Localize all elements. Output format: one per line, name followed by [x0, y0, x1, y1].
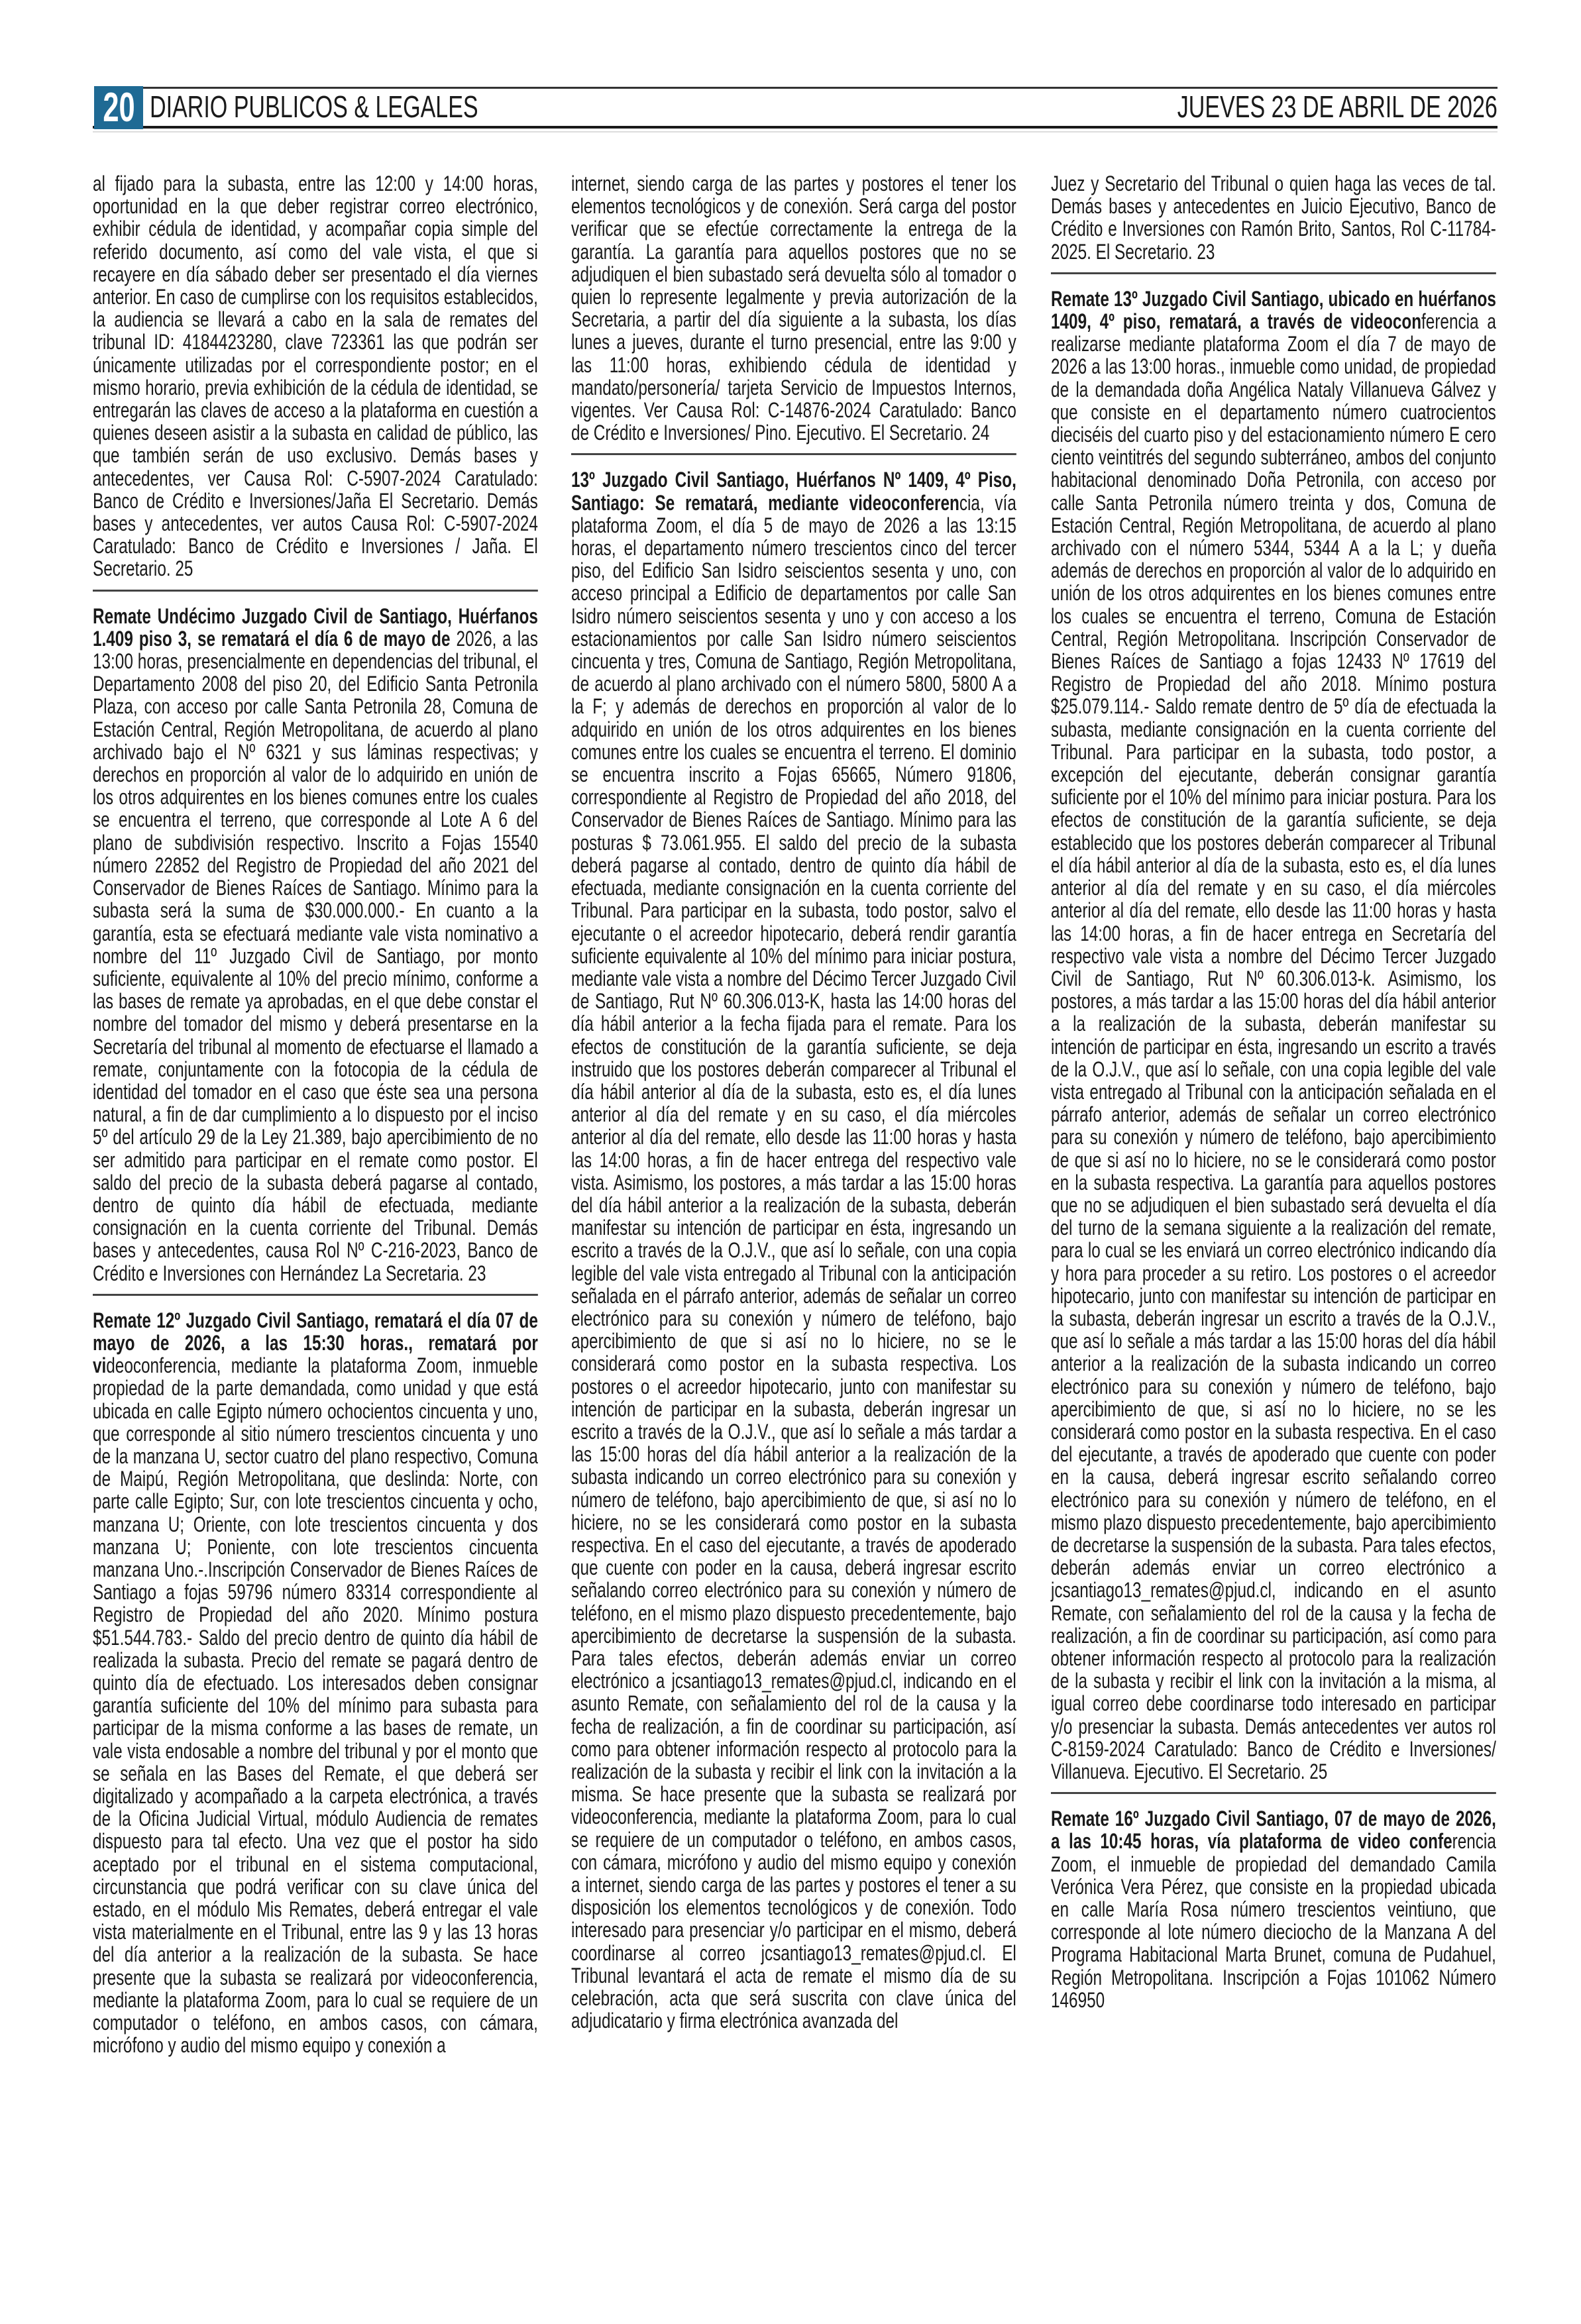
page-number-badge: 20: [94, 86, 143, 129]
notice-article: [1051, 272, 1496, 1783]
notice-article: [571, 453, 1016, 2032]
notice-body: Juez y Secretario del Tribunal o quien haga las veces de tal. Demás bases y antecedentes en Juicio Ejecutivo, Banco de Crédito e Inversiones con Ramón Brito, Santos, Rol C-11784-2025. El Secretario. 23: [1051, 172, 1496, 264]
notice-body: deoconferencia, mediante la plataforma Zoom, inmueble propiedad de la parte demandada, como unidad y que está ubicada en calle Egipto número ochocientos cincuenta y uno, que corresponde al sitio número trescientos cincuenta y uno de la manzana U, sector cuatro del plano respectivo, Comuna de Maipú, Región Metropolitana, que deslinda: Norte, con parte calle Egipto; Sur, con lote trescientos cincuenta y ocho, manzana U; Oriente, con lote trescientos cincuenta y dos manzana U; Poniente, con lote trescientos cincuenta manzana Uno.-.Inscripción Conservador de Bienes Raíces de Santiago a fojas 59796 número 83314 correspondiente al Registro de Propiedad del año 2020. Mínimo postura $51.544.783.- Saldo del precio dentro de quinto día hábil de realizada la subasta. Precio del remate se pagará dentro de quinto día de efectuado. Los interesados deben consignar garantía suficiente del 10% del mínimo para subasta para participar de la misma conforme a las bases de remate, un vale vista endosable a nombre del tribunal y por el monto que se señala en las Bases del Remate, el que deberá ser digitalizado y acompañado a la carpeta electrónica, a través de la Oficina Judicial Virtual, módulo Audiencia de remates dispuesto para tal efecto. Una vez que el postor ha sido aceptado por el tribunal en el sistema computacional, circunstancia que podrá verificar con su clave única del estado, en el módulo Mis Remates, deberá entregar el vale vista materialmente en el Tribunal, entre las 9 y las 13 horas del día anterior a la realización de la subasta. Se hace presente que la subasta se realizará por videoconferencia, mediante la plataforma Zoom, para lo cual se requiere de un computador o teléfono, en ambos casos, con cámara, micrófono y audio del mismo equipo y conexión a: [93, 1353, 538, 2058]
publication-title: DIARIO PUBLICOS & LEGALES: [150, 89, 478, 124]
notice-article: [1051, 1792, 1496, 2011]
notice-lead: Remate 12º Juzgado Civil Santiago, rematará el día 07 de mayo de 2026, a las 15:30 horas., rematará por vi: [93, 1308, 538, 1378]
notice-article: [93, 1294, 538, 2057]
notice-article: [571, 172, 1016, 444]
header-bottom-rule-light: [93, 131, 1498, 132]
notice-lead: 13º Juzgado Civil Santiago, Huérfanos Nº 1409, 4º Piso, Santiago: Se rematará, mediante videoconferen: [571, 468, 1016, 515]
notice-lead: Remate Undécimo Juzgado Civil de Santiago, Huérfanos 1.409 piso 3, se rematará el día 6 de mayo de: [93, 604, 538, 651]
notice-body: internet, siendo carga de las partes y postores el tener los elementos tecnológicos y de conexión. Será carga del postor verificar que se efectúe correctamente la entrega de la garantía. La garantía para aquellos postores que no se adjudiquen el bien subastado será devuelta sólo al tomador o quien lo represente legalmente y previa autorización de la Secretaria, a partir del día siguiente a la subasta, los días lunes a jueves, durante el turno presencial, entre las 9:00 y las 11:00 horas, exhibiendo cédula de identidad y mandato/personería/ tarjeta Servicio de Impuestos Internos, vigentes. Ver Causa Rol: C-14876-2024 Caratulado: Banco de Crédito e Inversiones/ Pino. Ejecutivo. El Secretario. 24: [571, 172, 1016, 445]
notice-body: ferencia a realizarse mediante plataforma Zoom el día 7 de mayo de 2026 a las 13:00 horas., inmueble como unidad, de propiedad de la demandada doña Angélica Nataly Villanueva Gálvez y que consiste en el departamento número cuatrocientos dieciséis del cuarto piso y del estacionamiento número E cero ciento veintitrés del segundo subterráneo, ambos del conjunto habitacional denominado Doña Petronila, con acceso por calle Santa Petronila número treinta y dos, Comuna de Estación Central, Región Metropolitana, de acuerdo al plano archivado con el número 5344, 5344 A a la L; y dueña además de derechos en proporción al valor de lo adquirido en unión de los otros adquirentes en los bienes comunes entre los cuales se encuentra el terreno, Comuna de Estación Central, Región Metropolitana. Inscripción Conservador de Bienes Raíces de Santiago a fojas 12433 Nº 17619 del Registro de Propiedad del año 2018. Mínimo postura $25.079.114.- Saldo remate dentro de 5º día de efectuada la subasta, mediante consignación en la cuenta corriente del Tribunal. Para participar en la subasta, todo postor, a excepción del ejecutante, deberán consignar garantía suficiente por el 10% del mínimo para iniciar postura. Para los efectos de constitución de la garantía suficiente, se deja establecido que los postores deberán comparecer al Tribunal el día hábil anterior al día de la subasta, esto es, el día lunes anterior al día del remate y en su caso, el día miércoles anterior al día del remate, ello desde las 11:00 horas y hasta las 14:00 horas, a fin de hacer entrega en Secretaría del respectivo vale vista a nombre del Décimo Tercer Juzgado Civil de Santiago, Rut Nº 60.306.013-k. Asimismo, los postores, a más tardar a las 15:00 horas del día hábil anterior a la realización de la subasta, deberán manifestar su intención de participar en ésta, ingresando un escrito a través de la O.J.V., que así lo señale, con una copia legible del vale vista entregado al Tribunal con la anticipación señalada en el párrafo anterior, además de señalar un correo electrónico para su conexión y número de teléfono, bajo apercibimiento de que si así no lo hiciere, no se le considerará como postor en la subasta respectiva. La garantía para aquellos postores que no se adjudiquen el bien subastado será devuelta el día del turno de la semana siguiente a la realización del remate, para lo cual se les enviará un correo electrónico indicando día y hora para proceder a su retiro. Los postores o el acreedor hipotecario, junto con manifestar su intención de participar en la subasta, deberán ingresar un escrito a través de la O.J.V., que así lo señale a más tardar a las 15:00 horas del día hábil anterior a la realización de la subasta indicando un correo electrónico para su conexión y número de teléfono, bajo apercibimiento de que, si así no lo hiciere, no se les considerará como postor en la subasta respectiva. En el caso del ejecutante, a través de apoderado que cuente con poder en la causa, deberá ingresar escrito señalando correo electrónico para su conexión y número de teléfono, en el mismo plazo dispuesto precedentemente, bajo apercibimiento de decretarse la suspensión de la subasta. Para tales efectos, deberán además enviar un correo electrónico a jcsantiago13_remates@pjud.cl, indicando en el asunto Remate, con señalamiento del rol de la causa y la fecha de realización, a fin de coordinar su participación, así como para obtener información respecto al protocolo para la realización de la subasta y recibir el link con la invitación a la misma, al igual correo debe coordinarse todo interesado en participar y/o presenciar la subasta. Demás antecedentes ver autos rol C-8159-2024 Caratulado: Banco de Crédito e Inversiones/ Villanueva. Ejecutivo. El Secretario. 25: [1051, 309, 1496, 1784]
notice-body: al fijado para la subasta, entre las 12:00 y 14:00 horas, oportunidad en la que deber registrar correo electrónico, exhibir cédula de identidad, y acompañar copia simple del referido documento, así como del vale vista, el que si recayere en día sábado deber ser presentado el día viernes anterior. En caso de cumplirse con los requisitos establecidos, la audiencia se llevará a cabo en la sala de remates del tribunal ID: 4184423280, clave 723361 las que podrán ser únicamente utilizadas por el correspondiente postor; en el mismo horario, previa exhibición de la cédula de identidad, se entregarán las claves de acceso a la plataforma en cuestión a quienes deseen asistir a la subasta en calidad de público, las que también serán de uso exclusivo. Demás bases y antecedentes, ver Causa Rol: C-5907-2024 Caratulado: Banco de Crédito e Inversiones/Jaña El Secretario. Demás bases y antecedentes, ver autos Causa Rol: C-5907-2024 Caratulado: Banco de Crédito e Inversiones / Jaña. El Secretario. 25: [93, 172, 538, 581]
column-1: [93, 172, 538, 2056]
notice-article: [93, 172, 538, 580]
header-bottom-rule: [93, 126, 1498, 129]
notice-article: [1051, 172, 1496, 263]
notice-lead: Remate 16º Juzgado Civil Santiago, 07 de mayo de 2026, a las 10:45 horas, vía plataforma de video confe: [1051, 1807, 1496, 1854]
notice-body: rencia Zoom, el inmueble de propiedad del demandado Camila Verónica Vera Pérez, que consiste en la propiedad ubicada en calle María Rosa número trescientos veintiuno, que corresponde al lote número dieciocho de la Manzana A del Programa Habitacional Marta Brunet, comuna de Pudahuel, Región Metropolitana. Inscripción a Fojas 101062 Número 146950: [1051, 1829, 1496, 2012]
issue-date: JUEVES 23 DE ABRIL DE 2026: [1177, 89, 1498, 124]
header-top-rule: [143, 87, 1498, 89]
column-3: [1051, 172, 1496, 2011]
notice-body: cia, vía plataforma Zoom, el día 5 de mayo de 2026 a las 13:15 horas, el departamento número trescientos cinco del tercer piso, del Edificio San Isidro seiscientos sesenta y uno, con acceso principal a Edificio de departamentos por calle San Isidro número seiscientos sesenta y uno y con acceso a los estacionamientos por calle San Isidro número seiscientos cincuenta y tres, Comuna de Santiago, Región Metropolitana, de acuerdo al plano archivado con el número 5800, 5800 A a la F; y además de derechos en proporción al valor de lo adquirido en unión de los otros adquirentes en los bienes comunes entre los cuales se encuentra el terreno. El dominio se encuentra inscrito a Fojas 65665, Número 91806, correspondiente al Registro de Propiedad del año 2018, del Conservador de Bienes Raíces de Santiago. Mínimo para las posturas $ 73.061.955. El saldo del precio de la subasta deberá pagarse al contado, dentro de quinto día hábil de efectuada, mediante consignación en la cuenta corriente del Tribunal. Para participar en la subasta, todo postor, salvo el ejecutante o el acreedor hipotecario, deberá rendir garantía suficiente equivalente al 10% del mínimo para iniciar postura, mediante vale vista a nombre del Décimo Tercer Juzgado Civil de Santiago, Rut Nº 60.306.013-K, hasta las 14:00 horas del día hábil anterior a la fecha fijada para el remate. Para los efectos de constitución de la garantía suficiente, se deja instruido que los postores deberán comparecer al Tribunal el día hábil anterior al día de la subasta, esto es, el día lunes anterior al día del remate y en su caso, el día miércoles anterior al día del remate, ello desde las 11:00 horas y hasta las 14:00 horas, a fin de hacer entrega del respectivo vale vista. Asimismo, los postores, a más tardar a las 15:00 horas del día hábil anterior a la realización de la subasta, deberán manifestar su intención de participar en ésta, ingresando un escrito a través de la O.J.V., que así lo señale, con una copia legible del vale vista entregado al Tribunal con la anticipación señalada en el párrafo anterior, además de señalar un correo electrónico para su conexión y número de teléfono, bajo apercibimiento de que si así no lo hiciere, no se le considerará como postor en la subasta respectiva. Los postores o el acreedor hipotecario, junto con manifestar su intención de participar en la subasta, deberán ingresar un escrito a través de la O.J.V., que así lo señale a más tardar a las 15:00 horas del día hábil anterior a la realización de la subasta indicando un correo electrónico para su conexión y número de teléfono, bajo apercibimiento de que, si así no lo hiciere, no se les considerará como postor en la subasta respectiva. En el caso del ejecutante, a través de apoderado que cuente con poder en la causa, deberá ingresar escrito señalando correo electrónico para su conexión y número de teléfono, en el mismo plazo dispuesto precedentemente, bajo apercibimiento de decretarse la suspensión de la subasta. Para tales efectos, deberán además enviar un correo electrónico a jcsantiago13_remates@pjud.cl, indicando en el asunto Remate, con señalamiento del rol de la causa y la fecha de realización, a fin de coordinar su participación, así como para obtener información respecto al protocolo para la realización de la subasta y recibir el link con la invitación a la misma. Se hace presente que la subasta se realizará por videoconferencia, mediante la plataforma Zoom, para lo cual se requiere de un computador o teléfono, en ambos casos, con cámara, micrófono y audio del mismo equipo y conexión a internet, siendo carga de las partes y postores el tener a su disposición los elementos tecnológicos y de conexión. Todo interesado para presenciar y/o participar en el mismo, deberá coordinarse al correo jcsantiago13_remates@pjud.cl. El Tribunal levantará el acta de remate el mismo día de su celebración, acta que será suscrita con clave única del adjudicatario y firma electrónica avanzada del: [571, 490, 1016, 2033]
notice-lead: Remate 13º Juzgado Civil Santiago, ubicado en huérfanos 1409, 4º piso, rematará, a través de videocon: [1051, 286, 1496, 334]
notice-article: [93, 590, 538, 1285]
column-2: [571, 172, 1016, 2032]
notice-body: 2026, a las 13:00 horas, presencialmente en dependencias del tribunal, el Departamento 2008 del piso 20, del Edificio Santa Petronila Plaza, con acceso por calle Santa Petronila 28, Comuna de Estación Central, Región Metropolitana, de acuerdo al plano archivado bajo el Nº 6321 y sus láminas respectivas; y derechos en proporción al valor de lo adquirido en unión de los otros adquirentes en los bienes comunes entre los cuales se encuentra el terreno, que corresponde al Lote A 6 del plano de subdivisión respectivo. Inscrito a Fojas 15540 número 22852 del Registro de Propiedad del año 2021 del Conservador de Bienes Raíces de Santiago. Mínimo para la subasta será la suma de $30.000.000.- En cuanto a la garantía, esta se efectuará mediante vale vista nominativo a nombre del 11º Juzgado Civil de Santiago, por monto suficiente, equivalente al 10% del precio mínimo, conforme a las bases de remate ya aprobadas, en el que debe constar el nombre del tomador del mismo y deberá presentarse en la Secretaría del tribunal al momento de efectuarse el llamado a remate, conjuntamente con la fotocopia de la cédula de identidad del tomador en el caso que éste sea una persona natural, a fin de dar cumplimiento a lo dispuesto por el inciso 5º del artículo 29 de la Ley 21.389, bajo apercibimiento de no ser admitido para participar en el remate como postor. El saldo del precio de la subasta deberá pagarse al contado, dentro de quinto día hábil de efectuada, mediante consignación en la cuenta corriente del Tribunal. Demás bases y antecedentes, causa Rol Nº C-216-2023, Banco de Crédito e Inversiones con Hernández La Secretaria. 23: [93, 626, 538, 1285]
